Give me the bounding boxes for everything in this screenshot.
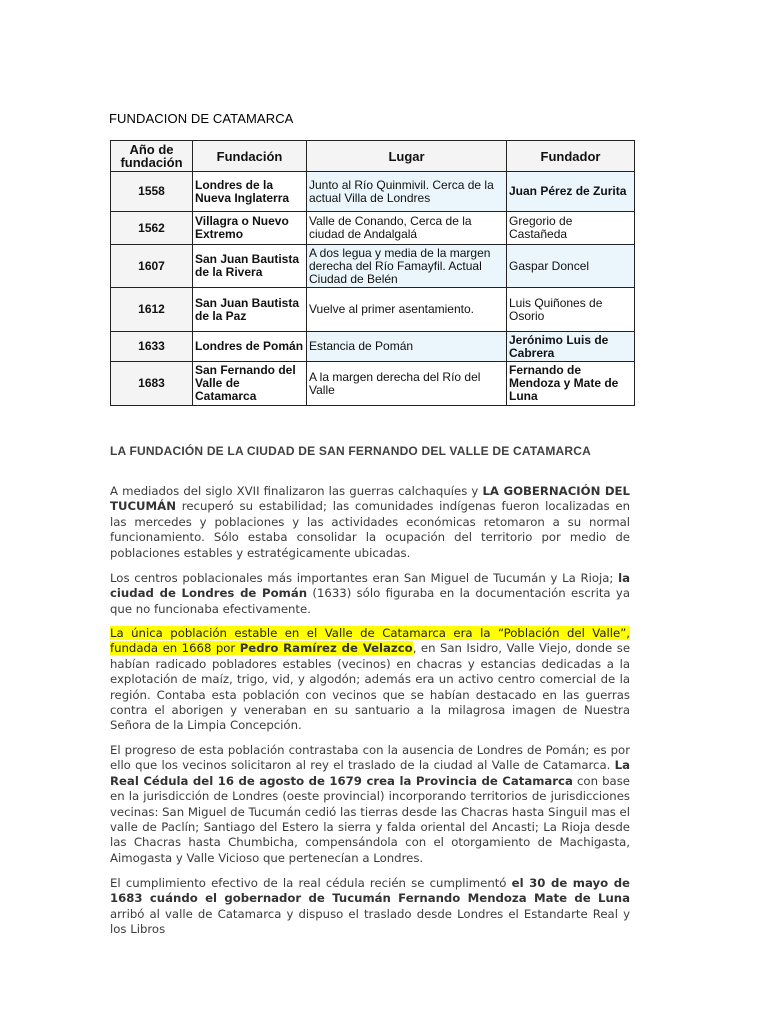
table-row — [111, 332, 635, 362]
table-row — [111, 288, 635, 332]
table-header-row — [111, 141, 635, 172]
cell-year: 1612 — [111, 288, 193, 332]
cell-fundador: Fernando de Mendoza y Mate de Luna — [507, 362, 635, 406]
cell-lugar: Junto al Río Quinmivil. Cerca de la actual Villa de Londres — [307, 172, 507, 212]
header-year: Año de fundación — [111, 141, 193, 172]
cell-lugar: A dos legua y media de la margen derecha del Río Famayfil. Actual Ciudad de Belén — [307, 245, 507, 288]
cell-fundacion: Londres de la Nueva Inglaterra — [193, 172, 307, 212]
table-row — [111, 212, 635, 245]
cell-fundador: Jerónimo Luis de Cabrera — [507, 332, 635, 362]
paragraph-cumplimiento: El cumplimiento efectivo de la real cédula recién se cumplimentó el 30 de mayo de 1683 cuándo el gobernador de Tucumán Fernando Mendoza Mate de Luna arribó al valle de Catamarca y dispuso el traslado desde Londres el Estandarte Real y los Libros — [110, 876, 630, 937]
cell-year: 1607 — [111, 245, 193, 288]
paragraph-centros: Los centros poblacionales más importantes eran San Miguel de Tucumán y La Rioja; la ciudad de Londres de Pomán (1633) sólo figuraba en la documentación escrita ya que no funcionaba efectivamente. — [110, 571, 630, 616]
header-fundador: Fundador — [507, 141, 635, 172]
cell-year: 1683 — [111, 362, 193, 406]
section-heading: LA FUNDACIÓN DE LA CIUDAD DE SAN FERNANDO DEL VALLE DE CATAMARCA — [110, 444, 592, 458]
cell-lugar: A la margen derecha del Río del Valle — [307, 362, 507, 406]
table-row — [111, 172, 635, 212]
cell-fundador: Gregorio de Castañeda — [507, 212, 635, 245]
cell-fundador: Gaspar Doncel — [507, 245, 635, 288]
cell-fundacion: Londres de Pomán — [193, 332, 307, 362]
cell-year: 1633 — [111, 332, 193, 362]
document-title: FUNDACION DE CATAMARCA — [109, 111, 294, 126]
cell-fundador: Juan Pérez de Zurita — [507, 172, 635, 212]
paragraph-real-cedula: El progreso de esta población contrastaba con la ausencia de Londres de Pomán; es por ello que los vecinos solicitaron al rey el traslado de la ciudad al Valle de Catamarca. La Real Cédula del 16 de agosto de 1679 crea la Provincia de Catamarca con base en la jurisdicción de Londres (oeste provincial) incorporando territorios de jurisdicciones vecinas: San Miguel de Tucumán cedió las tierras desde las Chacras hasta Singuil mas el valle de Paclín; Santiago del Estero la sierra y falda oriental del Ancasti; La Rioja desde las Chacras hasta Chumbicha, compensándola con el otorgamiento de Machigasta, Aimogasta y Valle Vicioso que pertenecían a Londres. — [110, 743, 630, 865]
cell-fundacion: San Juan Bautista de la Paz — [193, 288, 307, 332]
cell-fundacion: Villagra o Nuevo Extremo — [193, 212, 307, 245]
cell-year: 1562 — [111, 212, 193, 245]
cell-lugar: Valle de Conando, Cerca de la ciudad de Andalgalá — [307, 212, 507, 245]
highlighted-name: Pedro Ramírez de Velazco — [239, 641, 413, 656]
header-fundacion: Fundación — [193, 141, 307, 172]
cell-fundacion: San Fernando del Valle de Catamarca — [193, 362, 307, 406]
table-row — [111, 362, 635, 406]
header-lugar: Lugar — [307, 141, 507, 172]
cell-fundador: Luis Quiñones de Osorio — [507, 288, 635, 332]
paragraph-poblacion-del-valle: La única población estable en el Valle de Catamarca era la “Población del Valle”, fundada en 1668 por Pedro Ramírez de Velazco, en San Isidro, Valle Viejo, donde se habían radicado pobladores estables (vecinos) en chacras y estancias dedicadas a la explotación de maíz, trigo, vid, y algodón; además era un activo centro comercial de la región. Contaba esta población con vecinos que se habían destacado en las guerras contra el aborigen y veneraban en su santuario a la milagrosa imagen de Nuestra Señora de la Limpia Concepción. — [110, 626, 631, 733]
table-row — [111, 245, 635, 288]
cell-year: 1558 — [111, 172, 193, 212]
paragraph-gobernacion: A mediados del siglo XVII finalizaron las guerras calchaquíes y LA GOBERNACIÓN DEL TUCUMÁN recuperó su estabilidad; las comunidades indígenas fueron localizadas en las mercedes y poblaciones y las actividades económicas retomaron a su normal funcionamiento. Sólo estaba consolidar la ocupación del territorio por medio de poblaciones estables y estratégicamente ubicadas. — [110, 484, 630, 560]
cell-fundacion: San Juan Bautista de la Rivera — [193, 245, 307, 288]
cell-lugar: Vuelve al primer asentamiento. — [307, 288, 507, 332]
foundations-table — [110, 140, 635, 406]
highlighted-text: La única población estable en el Valle de Catamarca era la “Población del Valle”, fundada en 1668 por — [110, 626, 630, 656]
cell-lugar: Estancia de Pomán — [307, 332, 507, 362]
